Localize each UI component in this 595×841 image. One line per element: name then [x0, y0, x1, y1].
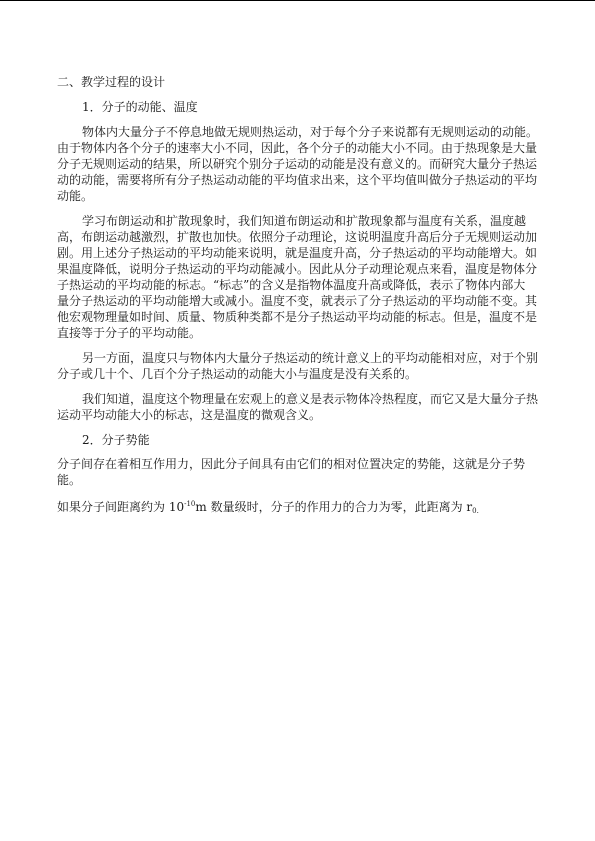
text-line: 学习布朗运动和扩散现象时，我们知道布朗运动和扩散现象都与温度有关系，温度越	[82, 214, 527, 228]
text-line: 我们知道，温度这个物理量在宏观上的意义是表示物体冷热程度，而它又是大量分子热	[82, 392, 539, 406]
paragraph-3	[57, 350, 539, 382]
text-line: 果温度降低，说明分子热运动的平均动能减小。因此从分子动理论观点来看，温度是物体分	[57, 262, 538, 276]
text-span: 如果分子间距离约为 10	[57, 500, 185, 514]
text-span: 数量级时，分子的作用力的合力为零，此距离为 r	[206, 500, 473, 514]
text-line: 另一方面，温度只与物体内大量分子热运动的统计意义上的平均动能相对应，对于个别	[82, 351, 539, 365]
paragraph-4	[57, 391, 539, 423]
subsection-title-potential-energy: 2．分子势能	[82, 433, 150, 447]
page-top-rule	[0, 0, 595, 1]
subscript: 0.	[472, 507, 479, 515]
text-line: 剧。用上述分子热运动的平均动能来说明，就是温度升高，分子热运动的平均动能增大。如	[57, 246, 538, 260]
unit: m	[195, 500, 207, 514]
equilibrium-distance-line	[57, 496, 539, 519]
text-line: 动的动能，需要将所有分子热运动动能的平均值求出来，这个平均值叫做分子热运动的平均	[57, 173, 538, 187]
text-line: 分子间存在着相互作用力，因此分子间具有由它们的相对位置决定的势能，这就是分子势	[57, 457, 526, 471]
text-line: 他宏观物理量如时间、质量、物质种类都不是分子热运动平均动能的标志。但是，温度不是	[57, 310, 538, 324]
text-line: 分子无规则运动的结果，所以研究个别分子运动的动能是没有意义的。而研究大量分子热运	[57, 157, 538, 171]
document-body	[57, 74, 539, 519]
text-line: 由于物体内各个分子的速率大小不同，因此，各个分子的动能大小不同。由于热现象是大量	[57, 141, 538, 155]
text-line: 能。	[57, 473, 82, 487]
text-line: 物体内大量分子不停息地做无规则热运动，对于每个分子来说都有无规则运动的动能。	[82, 125, 539, 139]
text-line: 分子或几十个、几百个分子热运动的动能大小与温度是没有关系的。	[57, 367, 418, 381]
section-heading: 二、教学过程的设计	[57, 75, 166, 89]
text-line: 动能。	[57, 189, 94, 203]
subsection-title-kinetic-energy: 1．分子的动能、温度	[82, 100, 198, 114]
text-line: 直接等于分子的平均动能。	[57, 326, 202, 340]
text-line: 子热运动的平均动能的标志。“标志”的含义是指物体温度升高或降低，表示了物体内部大	[57, 278, 526, 292]
paragraph-5	[57, 456, 539, 488]
text-line: 高，布朗运动越激烈，扩散也加快。依照分子动理论，这说明温度升高后分子无规则运动加	[57, 230, 538, 244]
text-line: 运动平均动能大小的标志，这是温度的微观含义。	[57, 408, 322, 422]
exponent: -10	[184, 500, 196, 508]
paragraph-2	[57, 213, 539, 341]
text-line: 量分子热运动的平均动能增大或减小。温度不变，就表示了分子热运动的平均动能不变。其	[57, 294, 538, 308]
paragraph-1	[57, 124, 539, 204]
